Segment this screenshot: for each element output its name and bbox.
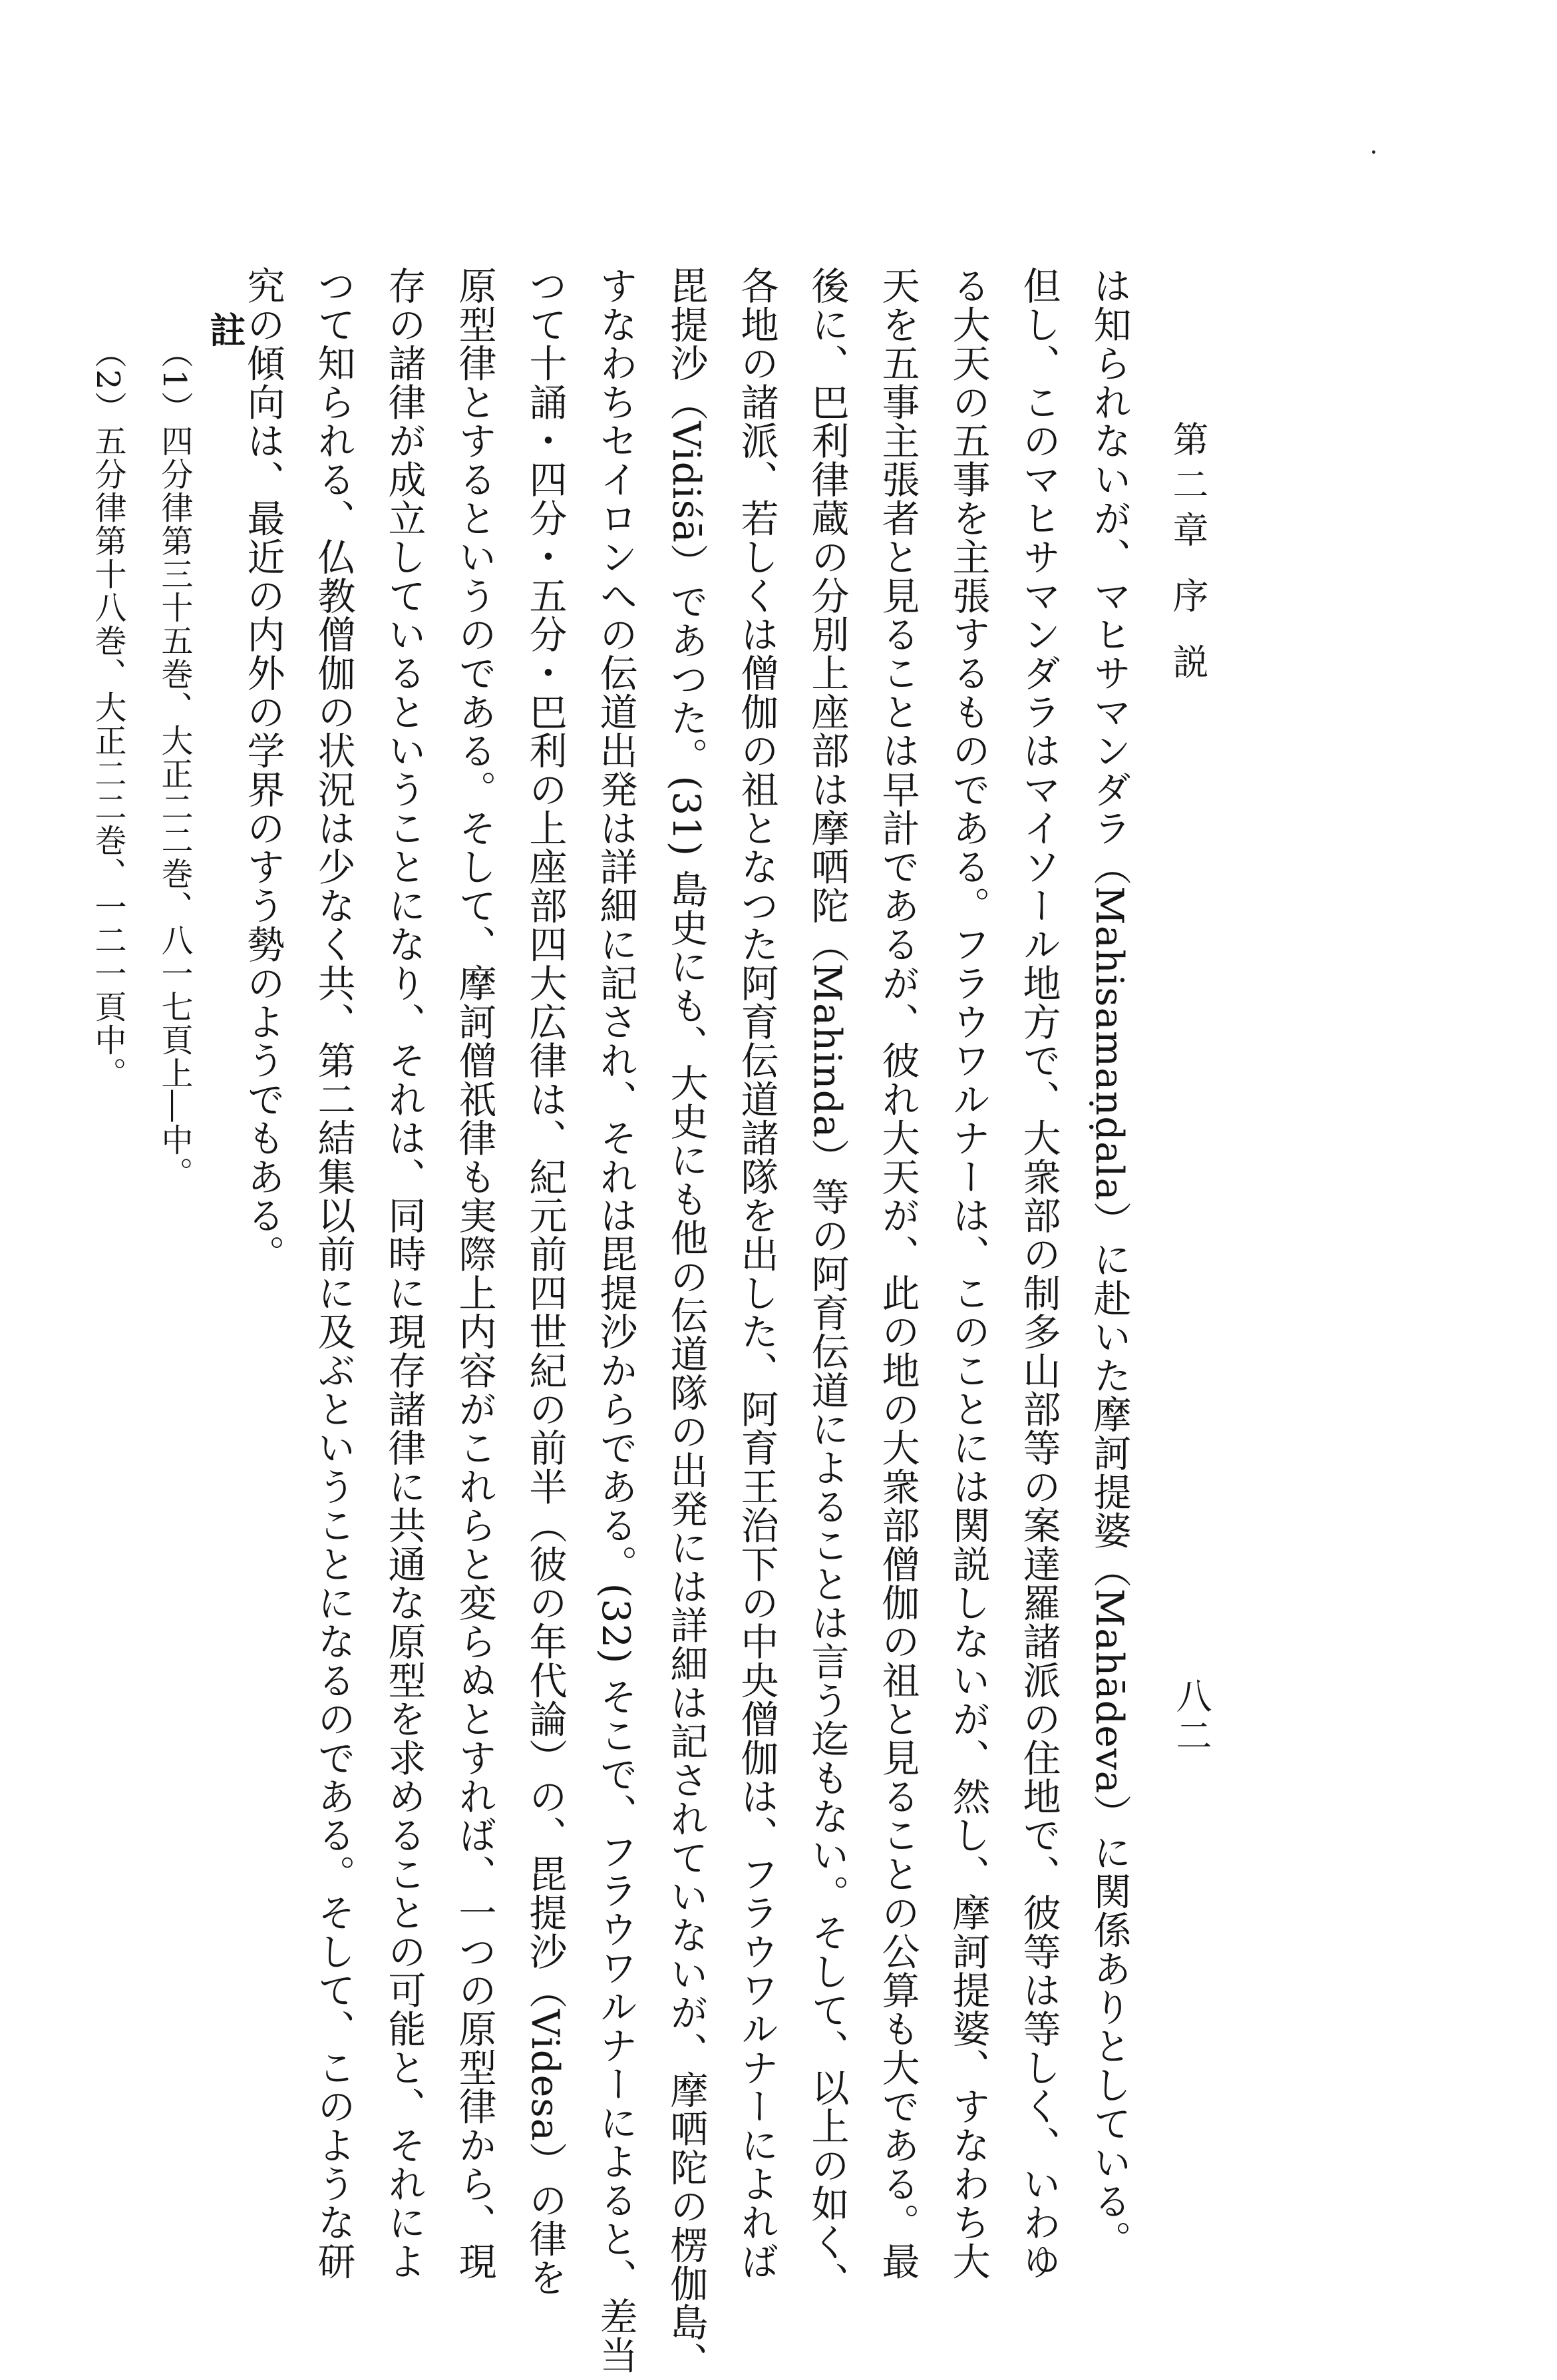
running-head: 第二章 序 説 xyxy=(1167,421,1209,689)
body-line-1: は知られないが、マヒサマンダラ（Mahisamaṇḍala）に赴いた摩訶提婆（Mahādeva）に関係ありとしている。 xyxy=(1087,266,1131,2260)
body-line-9: つて十誦・四分・五分・巴利の上座部四大広律は、紀元前四世紀の前半（彼の年代論）の、毘提沙（Videsa）の律を xyxy=(523,266,567,2297)
page-number: 八二 xyxy=(1170,1677,1212,1757)
body-line-12: つて知られる、仏教僧伽の状況は少なく共、第二結集以前に及ぶということになるのである。そして、このような研 xyxy=(311,266,355,2281)
body-line-6: 各地の諸派、若しくは僧伽の祖となつた阿育伝道諸隊を出した、阿育王治下の中央僧伽は、フラウワルナーによれば xyxy=(735,266,778,2281)
body-line-13: 究の傾向は、最近の内外の学界のすう勢のようでもある。 xyxy=(241,266,285,1274)
stray-dot xyxy=(1372,150,1375,154)
notes-title: 註 xyxy=(204,311,247,347)
body-line-7: 毘提沙（Vidiśā）であつた。(31) 島史にも、大史にも他の伝道隊の出発には詳細は記されていないが、摩哂陀の楞伽島、 xyxy=(664,266,708,2380)
body-line-8: すなわちセイロンへの伝道出発は詳細に記され、それは毘提沙からである。(32) そこで、フラウワルナーによると、差当 xyxy=(594,266,637,2375)
note-1: （1）四分律第三十五巻、大正二二巻、八一七頁上―中。 xyxy=(156,336,193,1190)
body-line-5: 後に、巴利律蔵の分別上座部は摩哂陀（Mahinda）等の阿育伝道によることは言う迄もない。そして、以上の如く、 xyxy=(805,266,849,2301)
body-line-2: 但し、このマヒサマンダラはマイソール地方で、大衆部の制多山部等の案達羅諸派の住地で、彼等は等しく、いわゆ xyxy=(1017,266,1061,2281)
body-line-3: る大天の五事を主張するものである。フラウワルナーは、このことには関説しないが、然し、摩訶提婆、すなわち大 xyxy=(946,266,990,2281)
note-2: （2）五分律第十八巻、大正二二巻、一二一頁中。 xyxy=(89,336,126,1090)
body-line-11: 存の諸律が成立しているということになり、それは、同時に現存諸律に共通な原型を求めることの可能と、それによ xyxy=(382,266,426,2281)
body-line-10: 原型律とするというのである。そして、摩訶僧祇律も実際上内容がこれらと変らぬとすれば、一つの原型律から、現 xyxy=(452,266,496,2281)
body-line-4: 天を五事主張者と見ることは早計であるが、彼れ大天が、此の地の大衆部僧伽の祖と見ることの公算も大である。最 xyxy=(876,266,920,2281)
